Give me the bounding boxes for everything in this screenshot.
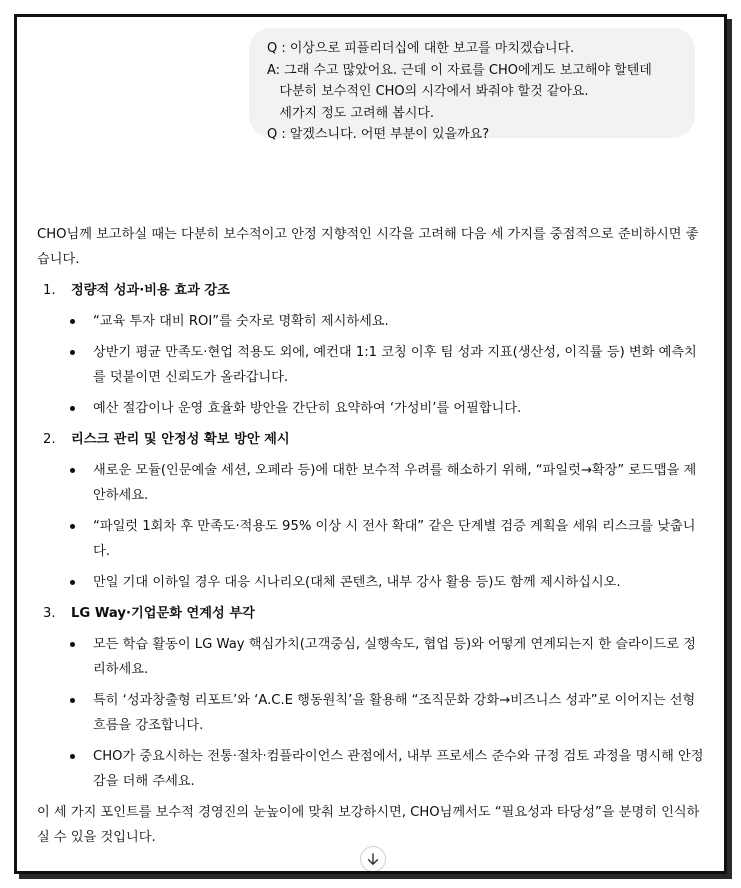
user-message-line: Q : 알겠스니다. 어떤 부분이 있을까요?: [267, 127, 490, 142]
scroll-to-bottom-button[interactable]: [360, 846, 386, 872]
bullet-text: 만일 기대 이하일 경우 대응 시나리오(대체 콘텐츠, 내부 강사 활용 등)도 함께 제시하십시오.: [93, 575, 621, 590]
bullet-list: [37, 458, 707, 595]
section-heading: [37, 427, 707, 452]
user-message-bubble: [249, 28, 695, 142]
bullet-dot-icon: [70, 642, 75, 647]
section-number: 3.: [43, 606, 56, 621]
bullet-text: 모든 학습 활동이 LG Way 핵심가치(고객중심, 실행속도, 협업 등)와 어떻게 연계되는지 한 슬라이드로 정리하세요.: [93, 637, 696, 677]
bullet-item: [37, 340, 707, 390]
section-number: 1.: [43, 283, 56, 298]
bullet-text: 예산 절감이나 운영 효율화 방안을 간단히 요약하여 ‘가성비’를 어필합니다.: [93, 401, 522, 416]
section-heading: [37, 278, 707, 303]
bullet-dot-icon: [70, 406, 75, 411]
chat-window: [14, 14, 727, 874]
bullet-text: “파일럿 1회차 후 만족도·적용도 95% 이상 시 전사 확대” 같은 단계별 검증 계획을 세워 리스크를 낮춥니다.: [93, 519, 696, 559]
user-message-line: Q : 이상으로 피플리더십에 대한 보고를 마치겠습니다.: [267, 41, 575, 56]
section-item: [37, 427, 707, 595]
bullet-dot-icon: [70, 350, 75, 355]
arrow-down-icon: [367, 853, 379, 866]
bullet-dot-icon: [70, 319, 75, 324]
bullet-dot-icon: [70, 468, 75, 473]
bullet-list: [37, 309, 707, 421]
section-title: LG Way·기업문화 연계성 부각: [71, 606, 255, 621]
user-message-line: A: 그래 수고 많았어요. 근데 이 자료를 CHO에게도 보고해야 할텐데: [267, 62, 652, 78]
bullet-text: 특히 ‘성과창출형 리포트’와 ‘A.C.E 행동원칙’을 활용해 “조직문화 강화→비즈니스 성과”로 이어지는 선형 흐름을 강조합니다.: [93, 693, 696, 733]
bullet-text: CHO가 중요시하는 전통·절차·컴플라이언스 관점에서, 내부 프로세스 준수와 규정 검토 과정을 명시해 안정감을 더해 주세요.: [93, 749, 704, 789]
user-message-line: 세가지 정도 고려해 봅시다.: [267, 105, 435, 121]
bullet-list: [37, 632, 707, 794]
bullet-dot-icon: [70, 524, 75, 529]
section-item: [37, 278, 707, 421]
bullet-item: [37, 688, 707, 738]
response-closing: 이 세 가지 포인트를 보수적 경영진의 눈높이에 맞춰 보강하시면, CHO님께서도 “필요성과 타당성”을 분명히 인식하실 수 있을 것입니다.: [37, 805, 700, 845]
section-title: 리스크 관리 및 안정성 확보 방안 제시: [71, 432, 290, 447]
bullet-dot-icon: [70, 698, 75, 703]
bullet-item: [37, 458, 707, 508]
section-item: [37, 601, 707, 794]
section-list: [37, 278, 707, 794]
bullet-item: [37, 309, 707, 334]
bullet-text: 상반기 평균 만족도·현업 적용도 외에, 예컨대 1:1 코칭 이후 팀 성과 지표(생산성, 이직률 등) 변화 예측치를 덧붙이면 신뢰도가 올라갑니다.: [93, 345, 697, 385]
user-message-line: 다분히 보수적인 CHO의 시각에서 봐줘야 할것 같아요.: [267, 84, 589, 99]
bullet-text: 새로운 모듈(인문예술 세션, 오페라 등)에 대한 보수적 우려를 해소하기 위해, “파일럿→확장” 로드맵을 제안하세요.: [93, 463, 697, 503]
bullet-text: “교육 투자 대비 ROI”를 숫자로 명확히 제시하세요.: [93, 314, 389, 329]
bullet-item: [37, 396, 707, 421]
bullet-item: [37, 570, 707, 595]
section-title: 정량적 성과·비용 효과 강조: [71, 283, 230, 298]
response-intro: CHO님께 보고하실 때는 다분히 보수적이고 안정 지향적인 시각을 고려해 다음 세 가지를 중점적으로 준비하시면 좋습니다.: [37, 227, 699, 267]
section-heading: [37, 601, 707, 626]
bullet-dot-icon: [70, 754, 75, 759]
bullet-item: [37, 744, 707, 794]
bullet-item: [37, 632, 707, 682]
bullet-dot-icon: [70, 580, 75, 585]
assistant-response: [37, 222, 707, 850]
bullet-item: [37, 514, 707, 564]
section-number: 2.: [43, 432, 56, 447]
